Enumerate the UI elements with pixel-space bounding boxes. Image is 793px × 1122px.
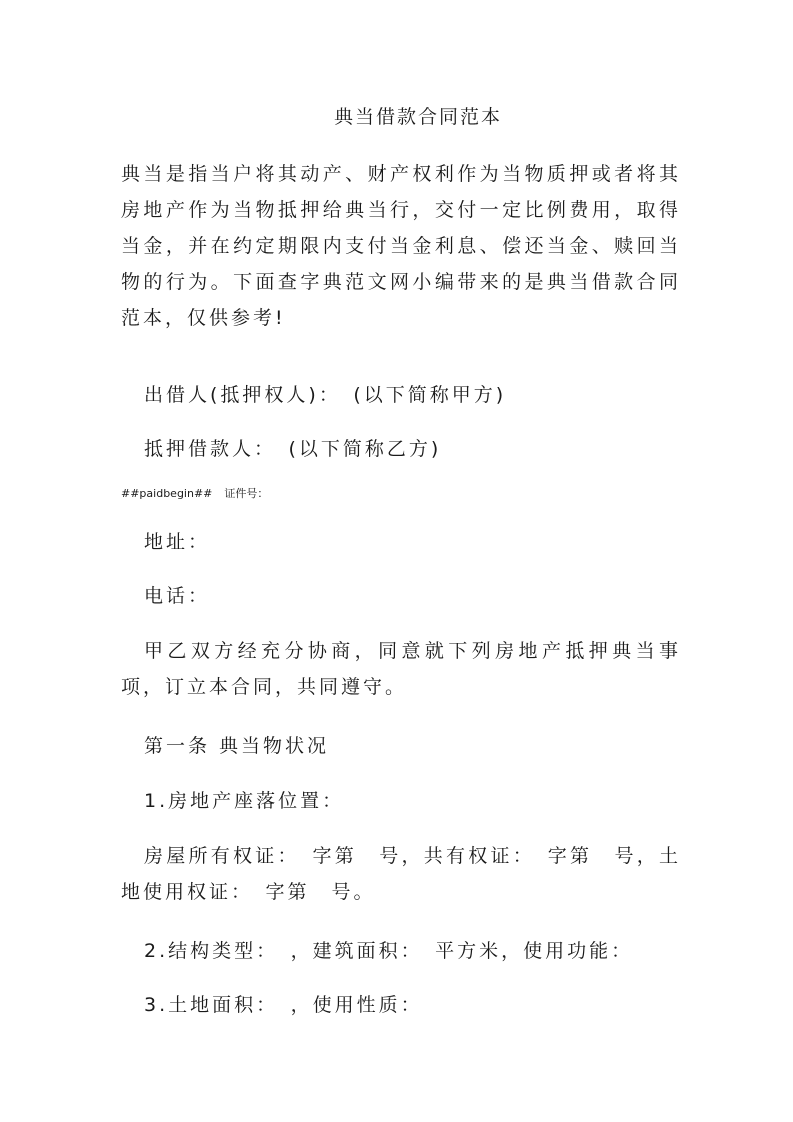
paid-marker-line <box>121 486 268 502</box>
phone-line: 电话： <box>144 585 211 607</box>
agreement-paragraph: 甲乙双方经充分协商，同意就下列房地产抵押典当事项，订立本合同，共同遵守。 <box>121 640 681 698</box>
intro-paragraph: 典当是指当户将其动产、财产权利作为当物质押或者将其房地产作为当物抵押给典当行，交付一定比例费用，取得当金，并在约定期限内支付当金利息、偿还当金、赎回当物的行为。下面查字典范文网小编带来的是典当借款合同范本，仅供参考! <box>121 163 681 329</box>
borrower-line: 抵押借款人： (以下简称乙方) <box>144 438 442 460</box>
item-3-land: 3.土地面积： ，使用性质： <box>144 994 423 1016</box>
certificates-paragraph: 房屋所有权证： 字第 号，共有权证： 字第 号，土地使用权证： 字第 号。 <box>121 845 681 903</box>
id-number-label: 证件号： <box>224 487 269 500</box>
item-1-location: 1.房地产座落位置： <box>144 790 345 812</box>
article-1-heading: 第一条 典当物状况 <box>144 735 330 757</box>
document-title: 典当借款合同范本 <box>333 106 502 128</box>
address-line: 地址： <box>144 531 211 553</box>
paid-marker: ##paidbegin## <box>121 487 213 500</box>
item-2-structure: 2.结构类型： ，建筑面积： 平方米，使用功能： <box>144 940 634 962</box>
lender-line: 出借人(抵押权人)： (以下简称甲方) <box>144 384 507 406</box>
